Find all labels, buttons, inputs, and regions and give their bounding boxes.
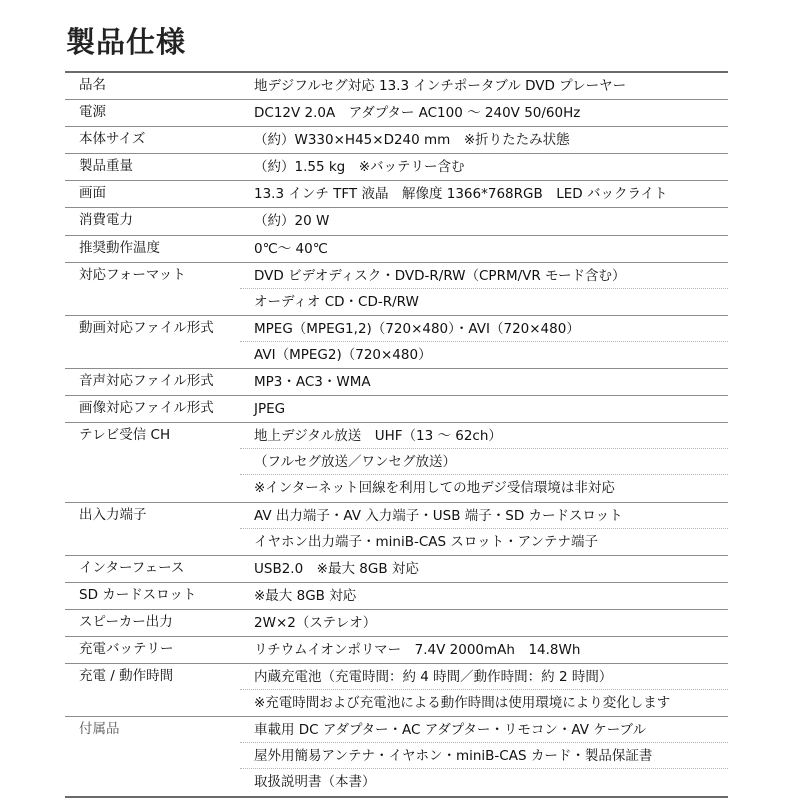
spec-values — [240, 583, 728, 609]
spec-values — [240, 717, 728, 795]
spec-label: テレビ受信 CH — [79, 427, 171, 444]
spec-label: 電源 — [79, 104, 106, 121]
spec-value: （フルセグ放送／ワンセグ放送） — [240, 449, 728, 475]
spec-values — [240, 369, 728, 395]
spec-values — [240, 637, 728, 663]
spec-value: （約）W330×H45×D240 mm ※折りたたみ状態 — [254, 132, 570, 149]
spec-row — [65, 181, 728, 208]
spec-row — [65, 610, 728, 637]
spec-value: MPEG（MPEG1,2)（720×480）・AVI（720×480） — [240, 316, 728, 342]
spec-value: ※インターネット回線を利用しての地デジ受信環境は非対応 — [254, 480, 615, 497]
spec-value: （約）1.55 kg ※バッテリー含む — [254, 159, 465, 176]
spec-value: リチウムイオンポリマー 7.4V 2000mAh 14.8Wh — [254, 641, 581, 658]
spec-values — [240, 556, 728, 582]
spec-label: 充電バッテリー — [79, 640, 174, 657]
spec-values — [240, 664, 728, 716]
spec-row — [65, 236, 728, 263]
spec-table — [65, 71, 728, 798]
spec-values — [240, 503, 728, 555]
spec-row — [65, 423, 728, 502]
spec-values — [240, 154, 728, 180]
spec-values — [240, 396, 728, 422]
spec-values — [240, 73, 728, 99]
spec-label: スピーカー出力 — [79, 613, 173, 630]
spec-values — [240, 208, 728, 234]
spec-value: 車載用 DC アダプター・AC アダプター・リモコン・AV ケーブル — [240, 717, 728, 743]
spec-value: MP3・AC3・WMA — [254, 374, 371, 391]
spec-row — [65, 637, 728, 664]
spec-value: 13.3 インチ TFT 液晶 解像度 1366*768RGB LED バックライト — [254, 186, 668, 203]
spec-label: 画像対応ファイル形式 — [79, 400, 214, 417]
spec-values — [240, 100, 728, 126]
spec-value: AV 出力端子・AV 入力端子・USB 端子・SD カードスロット — [240, 503, 728, 529]
spec-row — [65, 316, 728, 369]
spec-value: ※充電時間および充電池による動作時間は使用環境により変化します — [254, 695, 671, 712]
spec-values — [240, 181, 728, 207]
spec-row — [65, 396, 728, 423]
spec-value: 地デジフルセグ対応 13.3 インチポータブル DVD プレーヤー — [254, 78, 627, 94]
spec-value: DC12V 2.0A アダプター AC100 ～ 240V 50/60Hz — [254, 105, 581, 122]
spec-values — [240, 316, 728, 368]
spec-value: JPEG — [254, 401, 286, 418]
spec-value: DVD ビデオディスク・DVD-R/RW（CPRM/VR モード含む） — [240, 263, 728, 289]
spec-value: 屋外用簡易アンテナ・イヤホン・miniB-CAS カード・製品保証書 — [240, 743, 728, 769]
spec-row — [65, 100, 728, 127]
spec-label: 付属品 — [79, 721, 120, 738]
spec-label: 充電 / 動作時間 — [79, 668, 174, 685]
spec-row — [65, 583, 728, 610]
spec-label: 対応フォーマット — [79, 266, 186, 283]
spec-row — [65, 369, 728, 396]
spec-label: SD カードスロット — [79, 586, 197, 603]
spec-label: インターフェース — [79, 559, 185, 576]
spec-row — [65, 556, 728, 583]
spec-label: 製品重量 — [79, 158, 133, 175]
spec-values — [240, 610, 728, 636]
spec-value: 0℃～ 40℃ — [254, 240, 328, 257]
spec-value: AVI（MPEG2)（720×480） — [254, 346, 432, 363]
spec-value: （約）20 W — [254, 213, 330, 230]
spec-label: 消費電力 — [79, 212, 133, 229]
spec-value: USB2.0 ※最大 8GB 対応 — [254, 560, 419, 577]
spec-values — [240, 263, 728, 315]
spec-value: 地上デジタル放送 UHF（13 ～ 62ch） — [240, 423, 728, 449]
spec-value: 内蔵充電池（充電時間：約 4 時間／動作時間：約 2 時間） — [240, 664, 728, 690]
spec-label: 動画対応ファイル形式 — [79, 319, 214, 336]
spec-label: 画面 — [79, 185, 106, 202]
spec-value: 取扱説明書（本書） — [254, 774, 376, 791]
spec-row — [65, 127, 728, 154]
spec-value: イヤホン出力端子・miniB-CAS スロット・アンテナ端子 — [254, 533, 599, 550]
spec-row — [65, 503, 728, 556]
spec-row — [65, 208, 728, 235]
spec-value: オーディオ CD・CD-R/RW — [254, 293, 419, 310]
spec-row — [65, 263, 728, 316]
spec-values — [240, 127, 728, 153]
spec-row — [65, 73, 728, 100]
spec-label: 出入力端子 — [79, 506, 147, 523]
spec-values — [240, 423, 728, 501]
spec-values — [240, 236, 728, 262]
spec-value: ※最大 8GB 対応 — [254, 587, 357, 604]
spec-label: 音声対応ファイル形式 — [79, 373, 214, 390]
spec-label: 品名 — [79, 77, 106, 93]
page-title: 製品仕様 — [66, 25, 187, 59]
spec-label: 推奨動作温度 — [79, 239, 160, 256]
spec-row — [65, 717, 728, 795]
spec-row — [65, 154, 728, 181]
spec-label: 本体サイズ — [79, 131, 146, 148]
spec-value: 2W×2（ステレオ） — [254, 614, 377, 631]
spec-row — [65, 664, 728, 717]
